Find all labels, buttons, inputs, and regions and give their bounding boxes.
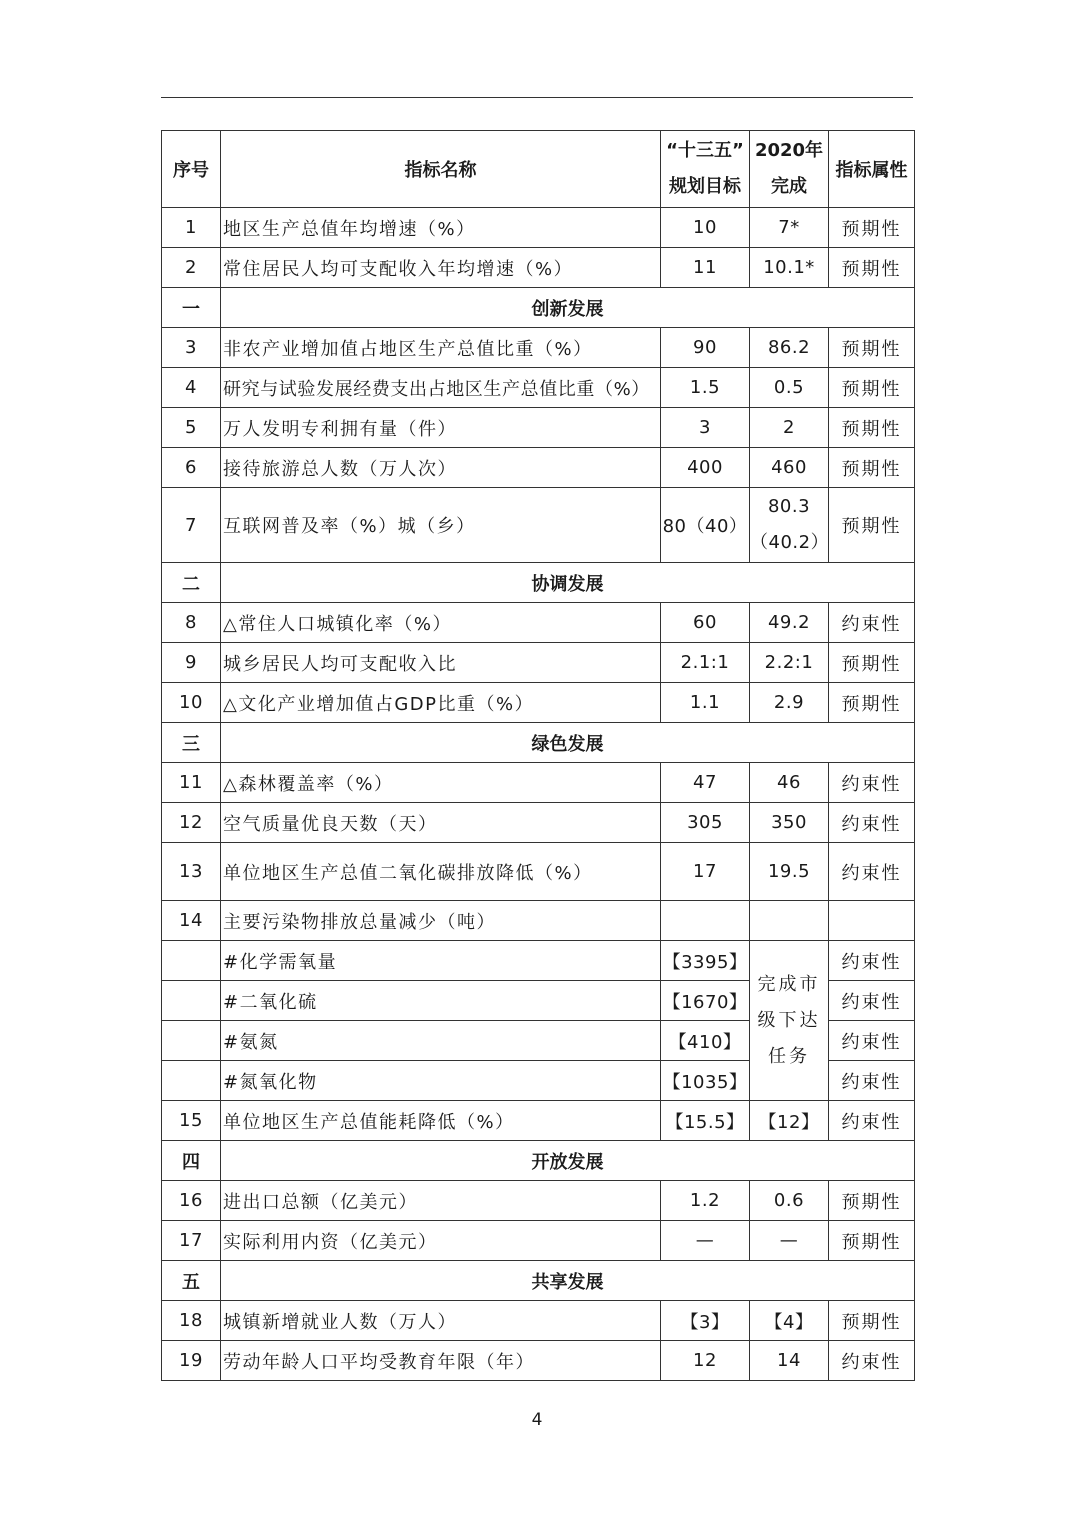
cell-done: 2	[750, 408, 829, 448]
cell-name: #氮氧化物	[221, 1061, 661, 1101]
cell-attr: 预期性	[829, 448, 915, 488]
table-row	[162, 603, 915, 643]
section-title: 协调发展	[221, 563, 915, 603]
cell-done: 14	[750, 1341, 829, 1381]
cell-attr: 预期性	[829, 683, 915, 723]
cell-no: 19	[162, 1341, 221, 1381]
table-row	[162, 448, 915, 488]
table-row	[162, 901, 915, 941]
cell-done: 350	[750, 803, 829, 843]
page-number: 4	[531, 1410, 543, 1430]
section-title: 绿色发展	[221, 723, 915, 763]
cell-no: 6	[162, 448, 221, 488]
cell-target: 60	[661, 603, 750, 643]
section-row	[162, 1141, 915, 1181]
cell-target: 400	[661, 448, 750, 488]
cell-attr: 预期性	[829, 408, 915, 448]
cell-name: #氨氮	[221, 1021, 661, 1061]
cell-name: 非农产业增加值占地区生产总值比重（%）	[221, 328, 661, 368]
section-row	[162, 1261, 915, 1301]
header-no: 序号	[162, 131, 221, 208]
cell-name: 常住居民人均可支配收入年均增速（%）	[221, 248, 661, 288]
table-row	[162, 408, 915, 448]
header-done-line1: 2020年	[754, 140, 824, 161]
cell-no	[162, 1061, 221, 1101]
cell-attr: 预期性	[829, 643, 915, 683]
cell-no: 17	[162, 1221, 221, 1261]
cell-no	[162, 1021, 221, 1061]
cell-attr: 约束性	[829, 981, 915, 1021]
cell-target: 【410】	[661, 1021, 750, 1061]
table-row	[162, 1221, 915, 1261]
cell-no	[162, 941, 221, 981]
cell-target	[661, 901, 750, 941]
cell-done: 86.2	[750, 328, 829, 368]
table-row	[162, 248, 915, 288]
cell-done: 7*	[750, 208, 829, 248]
cell-name: 劳动年龄人口平均受教育年限（年）	[221, 1341, 661, 1381]
cell-no: 3	[162, 328, 221, 368]
merged-line3: 任务	[768, 1045, 810, 1067]
cell-target: 1.1	[661, 683, 750, 723]
cell-name: 空气质量优良天数（天）	[221, 803, 661, 843]
cell-no: 1	[162, 208, 221, 248]
table-row	[162, 803, 915, 843]
cell-name: 城镇新增就业人数（万人）	[221, 1301, 661, 1341]
cell-attr: 预期性	[829, 328, 915, 368]
cell-target: 10	[661, 208, 750, 248]
cell-done: 2.9	[750, 683, 829, 723]
cell-name: 万人发明专利拥有量（件）	[221, 408, 661, 448]
cell-target: —	[661, 1221, 750, 1261]
cell-done: 460	[750, 448, 829, 488]
cell-attr: 约束性	[829, 1101, 915, 1141]
cell-name: △常住人口城镇化率（%）	[221, 603, 661, 643]
cell-no: 18	[162, 1301, 221, 1341]
cell-attr: 预期性	[829, 1301, 915, 1341]
cell-target: 1.2	[661, 1181, 750, 1221]
cell-attr	[829, 901, 915, 941]
cell-no: 8	[162, 603, 221, 643]
cell-attr: 预期性	[829, 488, 915, 563]
cell-attr: 约束性	[829, 803, 915, 843]
merged-line2: 级下达	[757, 1009, 821, 1031]
cell-target: 2.1:1	[661, 643, 750, 683]
cell-attr: 约束性	[829, 763, 915, 803]
cell-name: 单位地区生产总值二氧化碳排放降低（%）	[221, 843, 661, 901]
cell-name: 主要污染物排放总量减少（吨）	[221, 901, 661, 941]
section-no: 一	[162, 288, 221, 328]
table-row	[162, 208, 915, 248]
cell-target: 3	[661, 408, 750, 448]
cell-target: 11	[661, 248, 750, 288]
cell-done: 19.5	[750, 843, 829, 901]
table-row	[162, 643, 915, 683]
cell-done: 【4】	[750, 1301, 829, 1341]
section-no: 二	[162, 563, 221, 603]
table-row	[162, 328, 915, 368]
table-row-sub	[162, 941, 915, 981]
cell-name: 互联网普及率（%）城（乡）	[221, 488, 661, 563]
section-row	[162, 288, 915, 328]
cell-no: 16	[162, 1181, 221, 1221]
cell-target: 【3395】	[661, 941, 750, 981]
cell-attr: 预期性	[829, 1181, 915, 1221]
cell-done	[750, 901, 829, 941]
cell-no: 12	[162, 803, 221, 843]
header-done	[750, 131, 829, 208]
table-row	[162, 763, 915, 803]
cell-no: 15	[162, 1101, 221, 1141]
cell-target: 80（40）	[661, 488, 750, 563]
section-row	[162, 723, 915, 763]
cell-target: 【3】	[661, 1301, 750, 1341]
cell-no: 9	[162, 643, 221, 683]
header-rule	[161, 97, 913, 98]
table-header-row	[162, 131, 915, 208]
cell-name: 实际利用内资（亿美元）	[221, 1221, 661, 1261]
indicator-table	[161, 130, 915, 1381]
cell-no: 13	[162, 843, 221, 901]
cell-no: 7	[162, 488, 221, 563]
cell-attr: 预期性	[829, 368, 915, 408]
table-row	[162, 1341, 915, 1381]
cell-done: 0.5	[750, 368, 829, 408]
table-row	[162, 1101, 915, 1141]
cell-done-merged	[750, 941, 829, 1101]
cell-name: 单位地区生产总值能耗降低（%）	[221, 1101, 661, 1141]
section-no: 三	[162, 723, 221, 763]
header-target	[661, 131, 750, 208]
cell-name: 接待旅游总人数（万人次）	[221, 448, 661, 488]
cell-name: 城乡居民人均可支配收入比	[221, 643, 661, 683]
cell-no: 5	[162, 408, 221, 448]
header-name: 指标名称	[221, 131, 661, 208]
header-done-line2: 完成	[771, 176, 807, 197]
cell-name: 地区生产总值年均增速（%）	[221, 208, 661, 248]
cell-name: △森林覆盖率（%）	[221, 763, 661, 803]
header-target-line2: 规划目标	[669, 176, 741, 197]
cell-no: 14	[162, 901, 221, 941]
cell-no: 10	[162, 683, 221, 723]
header-attr: 指标属性	[829, 131, 915, 208]
cell-target: 305	[661, 803, 750, 843]
cell-target: 47	[661, 763, 750, 803]
section-no: 四	[162, 1141, 221, 1181]
cell-attr: 约束性	[829, 941, 915, 981]
table-row	[162, 843, 915, 901]
table-row	[162, 1301, 915, 1341]
cell-attr: 预期性	[829, 248, 915, 288]
cell-target: 【1035】	[661, 1061, 750, 1101]
cell-done: 【12】	[750, 1101, 829, 1141]
cell-attr: 约束性	[829, 1341, 915, 1381]
cell-done: 10.1*	[750, 248, 829, 288]
cell-name: #化学需氧量	[221, 941, 661, 981]
table-row	[162, 1181, 915, 1221]
cell-no: 11	[162, 763, 221, 803]
cell-target: 【15.5】	[661, 1101, 750, 1141]
cell-done: 49.2	[750, 603, 829, 643]
cell-target: 17	[661, 843, 750, 901]
cell-done: 0.6	[750, 1181, 829, 1221]
cell-attr: 约束性	[829, 1061, 915, 1101]
section-title: 创新发展	[221, 288, 915, 328]
cell-attr: 约束性	[829, 843, 915, 901]
table-row	[162, 368, 915, 408]
cell-name: #二氧化硫	[221, 981, 661, 1021]
cell-done	[750, 488, 829, 563]
cell-attr: 约束性	[829, 1021, 915, 1061]
cell-name: △文化产业增加值占GDP比重（%）	[221, 683, 661, 723]
cell-no	[162, 981, 221, 1021]
cell-done-line1: 80.3	[767, 496, 811, 517]
cell-name: 研究与试验发展经费支出占地区生产总值比重（%）	[221, 368, 661, 408]
cell-done-line2: （40.2）	[750, 532, 830, 553]
cell-done: 46	[750, 763, 829, 803]
cell-target: 【1670】	[661, 981, 750, 1021]
section-title: 共享发展	[221, 1261, 915, 1301]
cell-name: 进出口总额（亿美元）	[221, 1181, 661, 1221]
header-target-line1: “十三五”	[666, 140, 744, 161]
cell-target: 1.5	[661, 368, 750, 408]
cell-done: —	[750, 1221, 829, 1261]
table-row	[162, 488, 915, 563]
cell-done: 2.2:1	[750, 643, 829, 683]
section-row	[162, 563, 915, 603]
cell-target: 12	[661, 1341, 750, 1381]
cell-attr: 预期性	[829, 208, 915, 248]
cell-target: 90	[661, 328, 750, 368]
cell-attr: 预期性	[829, 1221, 915, 1261]
cell-no: 2	[162, 248, 221, 288]
section-no: 五	[162, 1261, 221, 1301]
table-row	[162, 683, 915, 723]
cell-attr: 约束性	[829, 603, 915, 643]
cell-no: 4	[162, 368, 221, 408]
merged-line1: 完成市	[757, 973, 821, 995]
section-title: 开放发展	[221, 1141, 915, 1181]
